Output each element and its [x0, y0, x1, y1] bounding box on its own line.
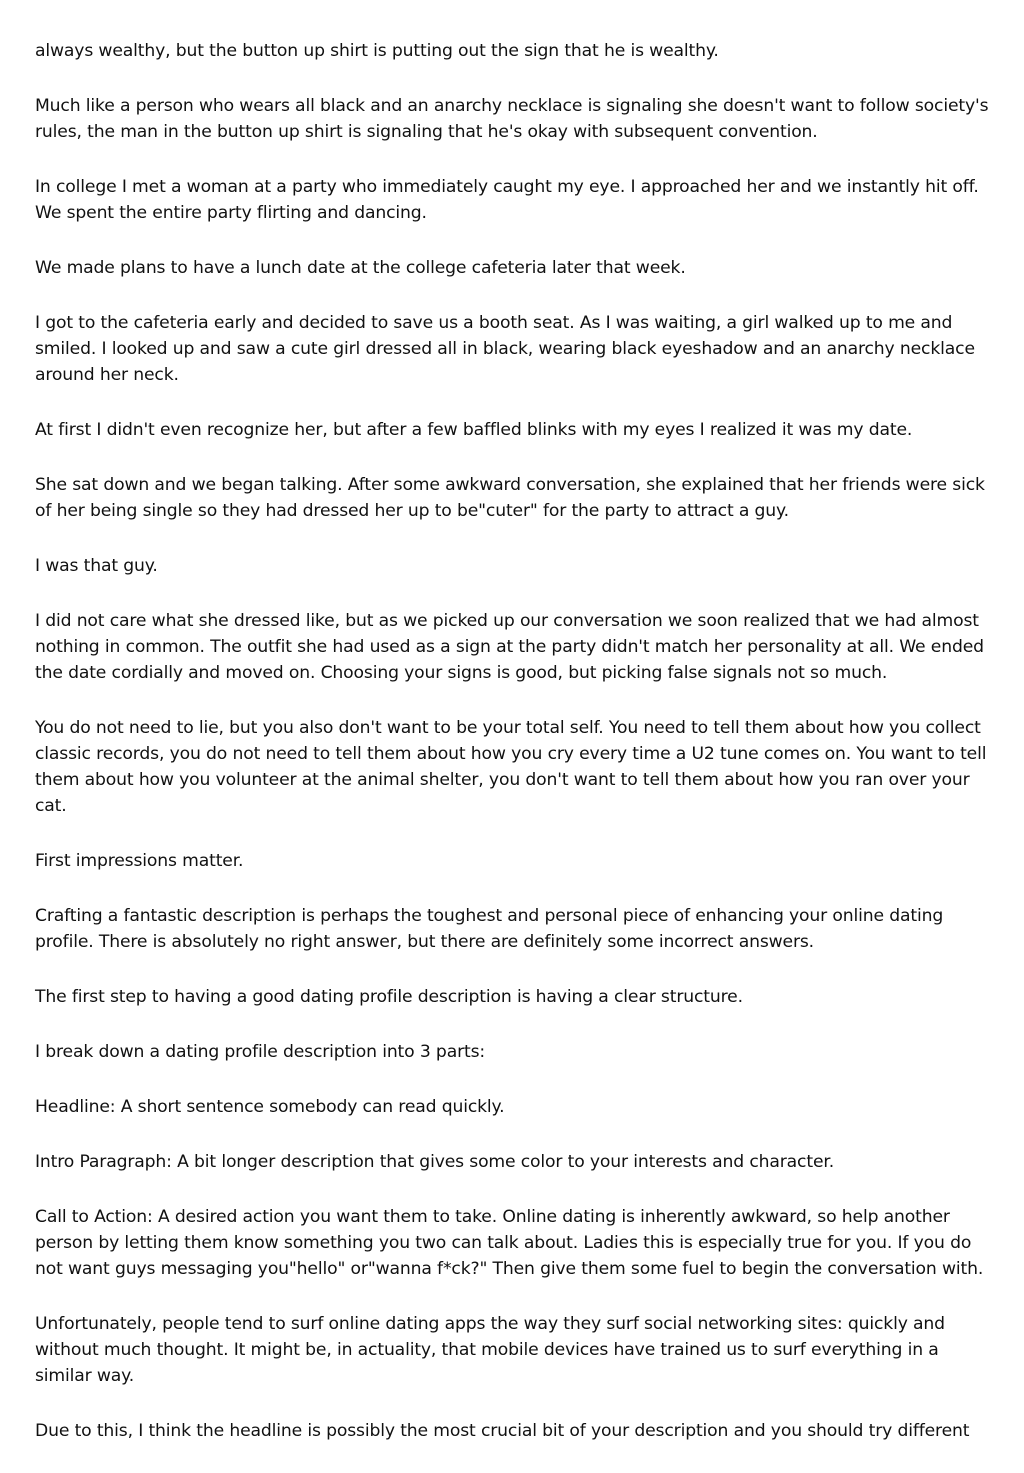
paragraph: Call to Action: A desired action you want them to take. Online dating is inherently awkward, so help another person by letting them know something you two can talk about. Ladies this is especially true for you. If you do not want guys messaging you"hello" or"wanna f*ck?" Then give them some fuel to begin the conversation with. — [35, 1207, 984, 1279]
paragraph: Headline: A short sentence somebody can read quickly. — [35, 1097, 505, 1117]
paragraph: always wealthy, but the button up shirt is putting out the sign that he is wealthy. — [35, 41, 719, 61]
paragraph: I was that guy. — [35, 556, 158, 576]
paragraph: Due to this, I think the headline is possibly the most crucial bit of your description and you should try different — [35, 1421, 970, 1441]
document-body — [35, 38, 993, 1473]
paragraph: We made plans to have a lunch date at the college cafeteria later that week. — [35, 258, 686, 278]
paragraph: The first step to having a good dating profile description is having a clear structure. — [35, 987, 743, 1007]
paragraph: I did not care what she dressed like, but as we picked up our conversation we soon realized that we had almost nothing in common. The outfit she had used as a sign at the party didn't match her personality at all. We ended the date cordially and moved on. Choosing your signs is good, but picking false signals not so much. — [35, 611, 984, 683]
paragraph: I break down a dating profile description into 3 parts: — [35, 1042, 486, 1062]
paragraph: She sat down and we began talking. After some awkward conversation, she explained that her friends were sick of her being single so they had dressed her up to be"cuter" for the party to attract a guy. — [35, 475, 985, 521]
paragraph: I got to the cafeteria early and decided to save us a booth seat. As I was waiting, a girl walked up to me and smiled. I looked up and saw a cute girl dressed all in black, wearing black eyeshadow and an anarchy necklace around her neck. — [35, 313, 975, 385]
paragraph: You do not need to lie, but you also don't want to be your total self. You need to tell them about how you collect classic records, you do not need to tell them about how you cry every time a U2 tune comes on. You want to tell them about how you volunteer at the animal shelter, you don't want to tell them about how you ran over your cat. — [35, 718, 987, 816]
paragraph: At first I didn't even recognize her, but after a few baffled blinks with my eyes I realized it was my date. — [35, 420, 913, 440]
paragraph: Unfortunately, people tend to surf online dating apps the way they surf social networking sites: quickly and without much thought. It might be, in actuality, that mobile devices have trained us to surf everything in a similar way. — [35, 1314, 945, 1386]
paragraph: First impressions matter. — [35, 851, 244, 871]
paragraph: In college I met a woman at a party who immediately caught my eye. I approached her and we instantly hit off. We spent the entire party flirting and dancing. — [35, 177, 979, 223]
paragraph: Intro Paragraph: A bit longer description that gives some color to your interests and character. — [35, 1152, 835, 1172]
paragraph: Crafting a fantastic description is perhaps the toughest and personal piece of enhancing your online dating profile. There is absolutely no right answer, but there are definitely some incorrect answers. — [35, 906, 944, 952]
paragraph: Much like a person who wears all black and an anarchy necklace is signaling she doesn't want to follow society's rules, the man in the button up shirt is signaling that he's okay with subsequent convention. — [35, 96, 989, 142]
